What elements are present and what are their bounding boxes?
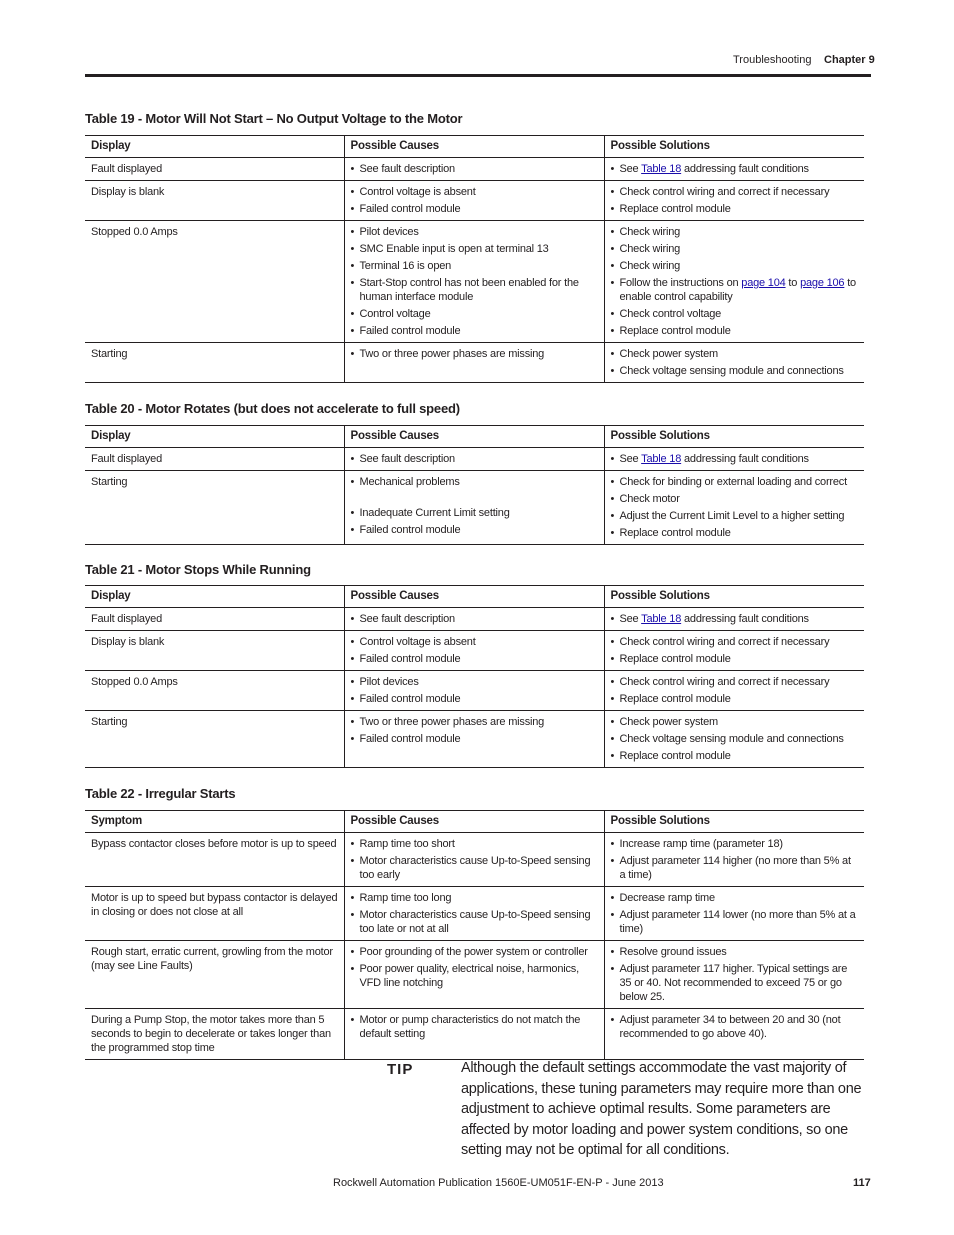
table21-caption: Table 21 - Motor Stops While Running [85, 562, 311, 577]
solution-item: • Check power system [611, 715, 859, 729]
solution-item: • Check motor [611, 492, 859, 506]
table21 [85, 585, 864, 768]
table18-link[interactable]: Table 18 [641, 453, 682, 465]
solution-item: • Resolve ground issues [611, 945, 859, 959]
causes-cell [344, 471, 604, 545]
solutions-cell [604, 671, 864, 711]
cause-item: • Ramp time too long [351, 891, 598, 905]
cause-item: • Motor or pump characteristics do not match the default setting [351, 1013, 598, 1041]
solution-text: See [619, 453, 642, 465]
symptom-cell: Rough start, erratic current, growling from the motor (may see Line Faults) [85, 941, 344, 1009]
solution-item: • Check voltage sensing module and connections [611, 364, 859, 378]
table-row [85, 221, 864, 343]
table-row [85, 941, 864, 1009]
cause-item: • Mechanical problems [351, 475, 598, 489]
cause-item: • See fault description [351, 162, 598, 176]
solution-item: • Check control wiring and correct if necessary [611, 185, 859, 199]
table22-header-causes: Possible Causes [344, 811, 604, 833]
table19-header-solutions: Possible Solutions [604, 136, 864, 158]
table-row [85, 158, 864, 181]
causes-cell [344, 181, 604, 221]
solution-item [611, 162, 859, 176]
table-row [85, 343, 864, 383]
cause-item: • Motor characteristics cause Up-to-Speed sensing too late or not at all [351, 908, 598, 936]
cause-item: • Control voltage is absent [351, 185, 598, 199]
causes-cell [344, 671, 604, 711]
table19-header-causes: Possible Causes [344, 136, 604, 158]
solution-item: • Check wiring [611, 259, 859, 273]
solution-item: • Check wiring [611, 225, 859, 239]
tip-text: Although the default settings accommodate the vast majority of applications, these tuning parameters may require more than one adjustment to achieve optimal results. Some parameters are affected by motor loading and power system conditions, so one setting may not be optimal for all conditions. [461, 1060, 862, 1158]
table22-header-solutions: Possible Solutions [604, 811, 864, 833]
solution-item [611, 452, 859, 466]
cause-item: • Failed control module [351, 652, 598, 666]
solution-item: • Adjust parameter 114 higher (no more than 5% at a time) [611, 854, 859, 882]
table18-link[interactable]: Table 18 [641, 163, 682, 175]
cause-item: • Control voltage [351, 307, 598, 321]
solution-text: See [619, 613, 642, 625]
display-cell: Starting [85, 343, 344, 383]
header-section: Troubleshooting [733, 54, 812, 66]
causes-cell [344, 887, 604, 941]
display-cell: Fault displayed [85, 608, 344, 631]
table19 [85, 135, 864, 383]
solution-text: addressing fault conditions [681, 163, 809, 175]
solutions-cell [604, 1009, 864, 1060]
cause-item: • Failed control module [351, 324, 598, 338]
solution-item: • Check control voltage [611, 307, 859, 321]
solutions-cell [604, 608, 864, 631]
cause-item: • Two or three power phases are missing [351, 347, 598, 361]
solution-text: addressing fault conditions [681, 613, 809, 625]
cause-item: • Inadequate Current Limit setting [351, 506, 598, 520]
cause-item: • Motor characteristics cause Up-to-Speed sensing too early [351, 854, 598, 882]
causes-cell [344, 1009, 604, 1060]
cause-item: • Start-Stop control has not been enabled for the human interface module [351, 276, 598, 304]
cause-item: • Failed control module [351, 202, 598, 216]
header-chapter: Chapter 9 [824, 54, 875, 66]
table21-header-solutions: Possible Solutions [604, 586, 864, 608]
display-cell: Fault displayed [85, 448, 344, 471]
solution-item: • Replace control module [611, 652, 859, 666]
cause-item: • Poor grounding of the power system or controller [351, 945, 598, 959]
solution-item: • Check power system [611, 347, 859, 361]
table-row [85, 608, 864, 631]
display-cell: Display is blank [85, 181, 344, 221]
tip-label: TIP [387, 1061, 414, 1078]
causes-cell [344, 221, 604, 343]
solution-item: • Check voltage sensing module and connections [611, 732, 859, 746]
solutions-cell [604, 181, 864, 221]
display-cell: Fault displayed [85, 158, 344, 181]
solution-item: • Increase ramp time (parameter 18) [611, 837, 859, 851]
solutions-cell [604, 448, 864, 471]
table-row [85, 887, 864, 941]
solutions-cell [604, 158, 864, 181]
cause-item: • Control voltage is absent [351, 635, 598, 649]
solution-item: • Replace control module [611, 692, 859, 706]
causes-cell [344, 631, 604, 671]
display-cell: Starting [85, 711, 344, 768]
solutions-cell [604, 711, 864, 768]
solution-text: addressing fault conditions [681, 453, 809, 465]
display-cell: Display is blank [85, 631, 344, 671]
cause-item: • SMC Enable input is open at terminal 13 [351, 242, 598, 256]
table20 [85, 425, 864, 545]
causes-cell [344, 941, 604, 1009]
solution-item: • Check for binding or external loading and correct [611, 475, 859, 489]
table22-header-symptom: Symptom [85, 811, 344, 833]
table19-caption: Table 19 - Motor Will Not Start – No Output Voltage to the Motor [85, 111, 463, 126]
solutions-cell [604, 631, 864, 671]
solutions-cell [604, 471, 864, 545]
solution-text: Follow the instructions on [619, 277, 742, 289]
page104-link[interactable]: page 104 [741, 277, 786, 289]
table21-header-causes: Possible Causes [344, 586, 604, 608]
solution-item: • Replace control module [611, 526, 859, 540]
table22 [85, 810, 864, 1060]
solution-item: • Replace control module [611, 749, 859, 763]
cause-item: • Poor power quality, electrical noise, harmonics, VFD line notching [351, 962, 598, 990]
cause-item: • See fault description [351, 452, 598, 466]
cause-item: • See fault description [351, 612, 598, 626]
symptom-cell: Motor is up to speed but bypass contactor is delayed in closing or does not close at all [85, 887, 344, 941]
solution-text: to [785, 277, 801, 289]
display-cell: Starting [85, 471, 344, 545]
causes-cell [344, 343, 604, 383]
cause-item: • Pilot devices [351, 675, 598, 689]
solution-item: • Replace control module [611, 324, 859, 338]
solution-item: • Check wiring [611, 242, 859, 256]
table21-header-display: Display [85, 586, 344, 608]
solution-item: • Adjust parameter 117 higher. Typical settings are 35 or 40. Not recommended to exceed 75 or go below 25. [611, 962, 859, 1004]
causes-cell [344, 711, 604, 768]
table-row [85, 671, 864, 711]
solution-item: • Decrease ramp time [611, 891, 859, 905]
solutions-cell [604, 221, 864, 343]
table22-caption: Table 22 - Irregular Starts [85, 786, 236, 801]
solutions-cell [604, 343, 864, 383]
solution-item: • Check control wiring and correct if necessary [611, 635, 859, 649]
table20-header-display: Display [85, 426, 344, 448]
table-row [85, 471, 864, 545]
cause-item: • Failed control module [351, 523, 598, 537]
solution-item: • Replace control module [611, 202, 859, 216]
solution-item: • Adjust the Current Limit Level to a higher setting [611, 509, 859, 523]
solution-text: See [619, 163, 642, 175]
solutions-cell [604, 887, 864, 941]
cause-item: • Two or three power phases are missing [351, 715, 598, 729]
cause-item: • Pilot devices [351, 225, 598, 239]
header-rule [85, 74, 871, 77]
display-cell: Stopped 0.0 Amps [85, 671, 344, 711]
solutions-cell [604, 833, 864, 887]
table-row [85, 711, 864, 768]
symptom-cell: Bypass contactor closes before motor is up to speed [85, 833, 344, 887]
display-cell: Stopped 0.0 Amps [85, 221, 344, 343]
cause-item: • Terminal 16 is open [351, 259, 598, 273]
table-row [85, 1009, 864, 1060]
table20-caption: Table 20 - Motor Rotates (but does not accelerate to full speed) [85, 401, 460, 416]
table-row [85, 631, 864, 671]
solution-item [611, 612, 859, 626]
solution-item: • Check control wiring and correct if necessary [611, 675, 859, 689]
page106-link[interactable]: page 106 [800, 277, 845, 289]
solution-item [611, 276, 859, 304]
solution-item: • Adjust parameter 114 lower (no more than 5% at a time) [611, 908, 859, 936]
cause-item: • Failed control module [351, 692, 598, 706]
solution-item: • Adjust parameter 34 to between 20 and 30 (not recommended to go above 40). [611, 1013, 859, 1041]
footer-publication: Rockwell Automation Publication 1560E-UM051F-EN-P - June 2013 [333, 1177, 664, 1189]
table20-header-causes: Possible Causes [344, 426, 604, 448]
causes-cell [344, 448, 604, 471]
solution-text: to enable control capability [619, 277, 856, 303]
symptom-cell: During a Pump Stop, the motor takes more than 5 seconds to begin to decelerate or takes longer than the programmed stop time [85, 1009, 344, 1060]
causes-cell [344, 833, 604, 887]
cause-item: • Ramp time too short [351, 837, 598, 851]
causes-cell [344, 158, 604, 181]
table19-header-display: Display [85, 136, 344, 158]
table-row [85, 833, 864, 887]
solutions-cell [604, 941, 864, 1009]
cause-item: • Failed control module [351, 732, 598, 746]
table18-link[interactable]: Table 18 [641, 613, 682, 625]
table-row [85, 181, 864, 221]
causes-cell [344, 608, 604, 631]
page-number: 117 [853, 1177, 871, 1189]
table20-header-solutions: Possible Solutions [604, 426, 864, 448]
table-row [85, 448, 864, 471]
